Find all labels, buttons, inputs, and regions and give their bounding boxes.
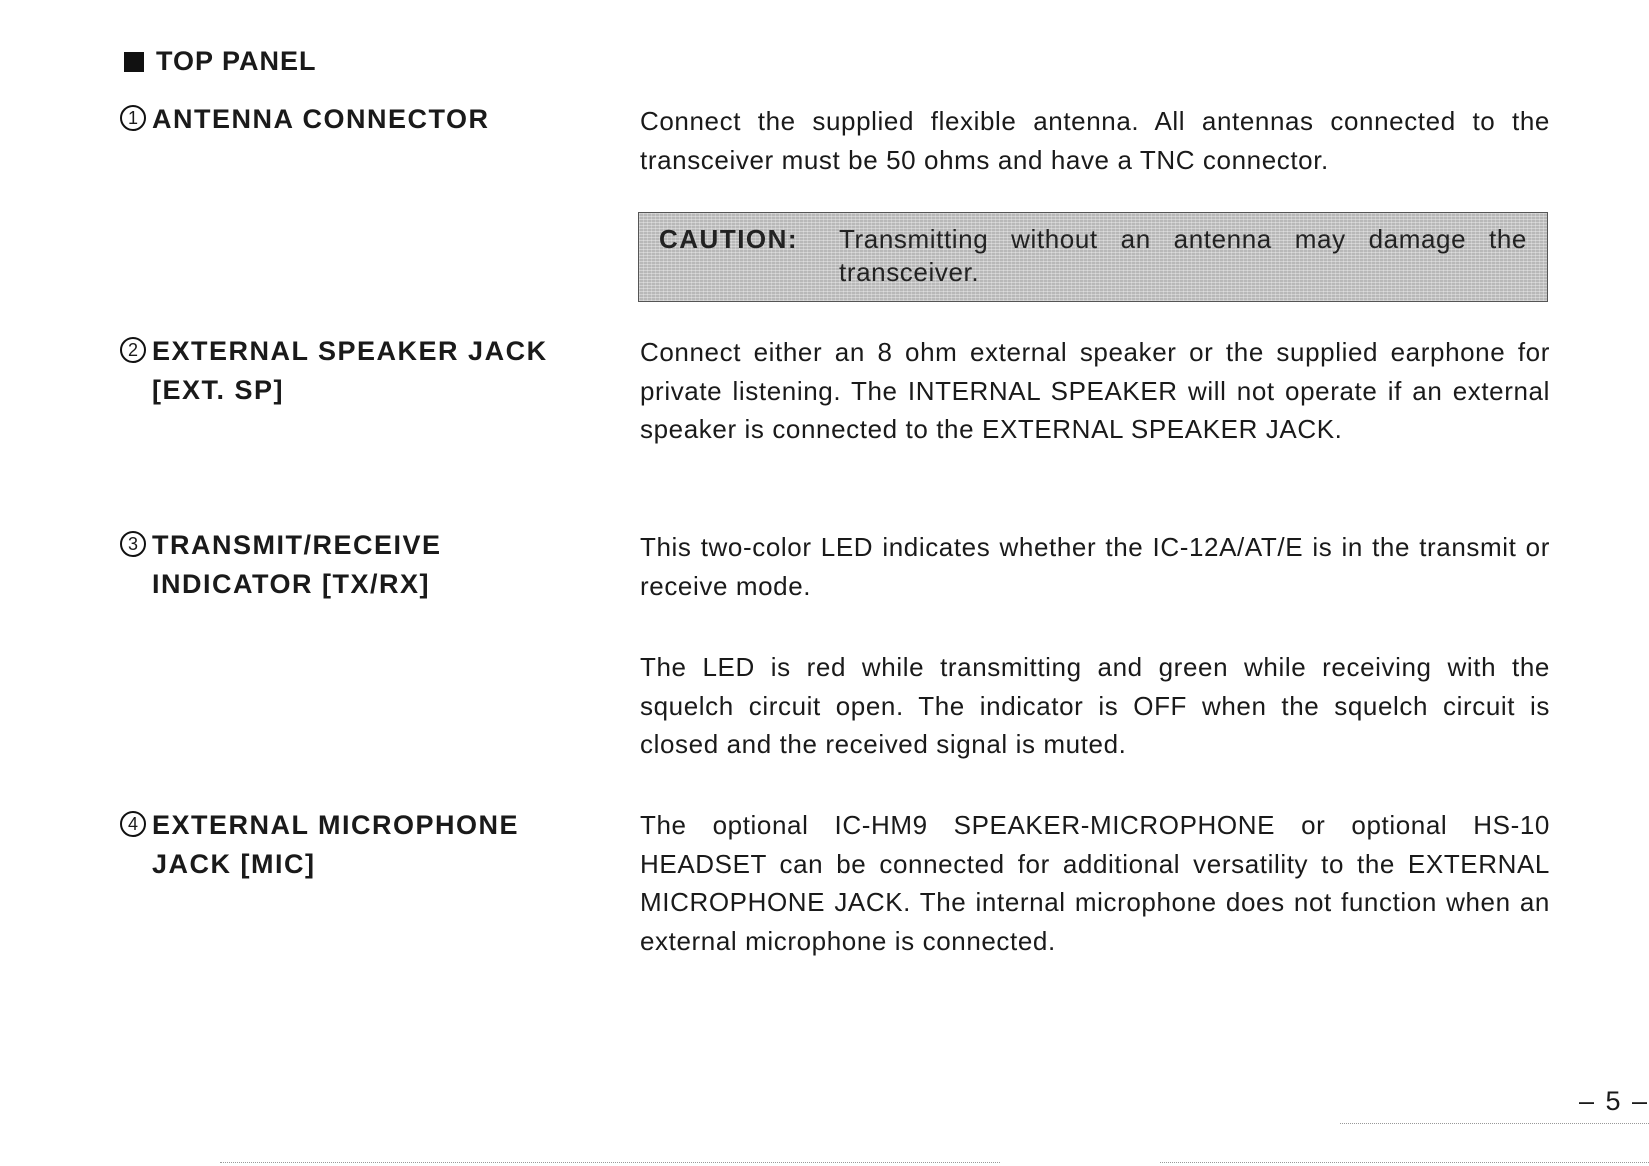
footer-rule-bottom-right <box>1160 1162 1649 1163</box>
tx-rx-description-1: This two-color LED indicates whether the IC-12A/AT/E is in the transmit or receive mode. <box>640 532 1550 601</box>
section-title: TOP PANEL <box>156 46 317 76</box>
circled-number-1: 1 <box>120 105 146 131</box>
circled-number-2: 2 <box>120 337 146 363</box>
caution-box <box>638 212 1548 302</box>
page-number: – 5 – <box>1578 1086 1649 1116</box>
item-label-tx-rx-indicator <box>120 526 600 604</box>
item-label-line: EXTERNAL SPEAKER JACK <box>152 336 548 366</box>
antenna-description: Connect the supplied flexible antenna. All antennas connected to the transceiver must be 50 ohms and have a TNC connector. <box>640 106 1550 175</box>
external-microphone-description: The optional IC-HM9 SPEAKER-MICROPHONE or optional HS-10 HEADSET can be connected for additional versatility to the EXTERNAL MICROPHONE JACK. The internal microphone does not function when an external microphone is connected. <box>640 810 1550 956</box>
circled-number-4: 4 <box>120 811 146 837</box>
tx-rx-description-2: The LED is red while transmitting and green while receiving with the squelch circuit open. The indicator is OFF when the squelch circuit is closed and the received signal is muted. <box>640 652 1550 759</box>
section-heading <box>124 46 317 77</box>
item-label-line: TRANSMIT/RECEIVE <box>152 530 442 560</box>
item-label-external-speaker-jack <box>120 332 600 410</box>
caution-label: CAUTION: <box>659 224 799 254</box>
footer-rule-right <box>1340 1123 1649 1124</box>
circled-number-3: 3 <box>120 531 146 557</box>
item-label-external-microphone-jack <box>120 806 600 884</box>
item-label-line: INDICATOR [TX/RX] <box>152 569 430 599</box>
square-bullet-icon <box>124 52 144 72</box>
item-label-line: JACK [MIC] <box>152 849 316 879</box>
external-speaker-description: Connect either an 8 ohm external speaker or the supplied earphone for private listening. The INTERNAL SPEAKER will not operate if an external speaker is connected to the EXTERNAL SPEAKER JACK. <box>640 337 1550 444</box>
footer-rule-left <box>220 1162 1000 1163</box>
item-label-line: ANTENNA CONNECTOR <box>152 104 490 134</box>
item-label-line: [EXT. SP] <box>152 375 285 405</box>
caution-text: Transmitting without an antenna may damage the transceiver. <box>839 224 1527 287</box>
item-label-line: EXTERNAL MICROPHONE <box>152 810 520 840</box>
item-label-antenna-connector <box>120 100 600 139</box>
